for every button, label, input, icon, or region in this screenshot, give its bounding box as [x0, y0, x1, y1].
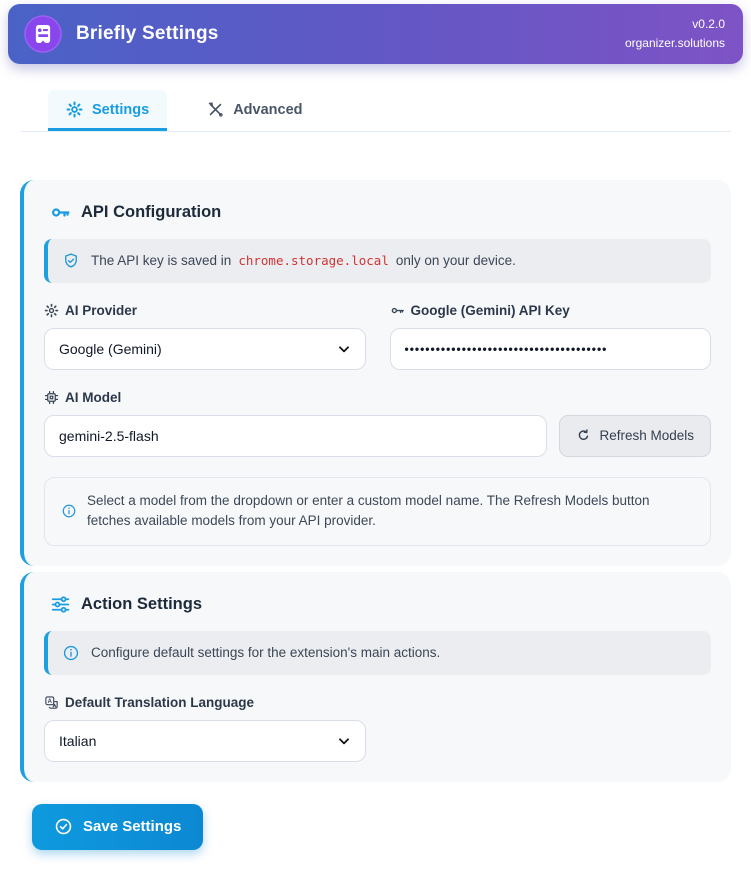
- api-key-input[interactable]: [390, 328, 712, 370]
- ai-provider-field: [44, 303, 366, 370]
- translation-language-value: Italian: [59, 732, 97, 749]
- action-settings-title: Action Settings: [81, 595, 203, 614]
- page-title: Briefly Settings: [76, 23, 219, 44]
- api-key-label: Google (Gemini) API Key: [390, 303, 712, 318]
- translation-language-select[interactable]: [44, 720, 366, 762]
- gear-icon: [44, 303, 59, 318]
- info-icon: [62, 644, 80, 662]
- chevron-down-icon: [337, 342, 351, 356]
- briefly-logo-icon: [24, 15, 62, 53]
- gear-icon: [66, 101, 83, 118]
- api-configuration-title: API Configuration: [81, 203, 222, 221]
- site-label: organizer.solutions: [624, 36, 725, 50]
- save-settings-label: Save Settings: [83, 818, 182, 836]
- ai-provider-label: AI Provider: [44, 303, 366, 318]
- refresh-models-button[interactable]: [559, 415, 711, 457]
- action-settings-notice: [44, 631, 711, 675]
- model-help-box: [44, 477, 711, 547]
- info-icon: [61, 503, 77, 519]
- tab-advanced-label: Advanced: [233, 101, 303, 118]
- refresh-models-label: Refresh Models: [599, 428, 694, 444]
- ai-provider-value: Google (Gemini): [59, 340, 162, 357]
- api-configuration-heading: [44, 200, 711, 223]
- key-small-icon: [390, 303, 405, 318]
- version-label: v0.2.0: [692, 17, 725, 32]
- model-help-text: Select a model from the dropdown or enter a custom model name. The Refresh Models button fetches available models from your API provider.: [87, 492, 650, 529]
- api-configuration-card: [20, 180, 731, 566]
- sliders-icon: [50, 594, 71, 615]
- shield-check-icon: [62, 252, 80, 270]
- translation-language-field: [44, 695, 711, 762]
- ai-model-field: [44, 390, 547, 457]
- key-icon: [50, 202, 71, 223]
- action-notice-text: Configure default settings for the extension's main actions.: [91, 645, 441, 661]
- notice-text: The API key is saved in chrome.storage.local only on your device.: [91, 253, 516, 268]
- ai-model-label: AI Model: [44, 390, 547, 405]
- tab-advanced[interactable]: [189, 90, 320, 131]
- tabbar: [20, 90, 731, 132]
- action-settings-heading: [44, 592, 711, 615]
- check-circle-icon: [54, 817, 73, 836]
- app-header: [8, 4, 743, 64]
- translation-language-label: A Default Translation Language: [44, 695, 711, 710]
- ai-provider-select[interactable]: [44, 328, 366, 370]
- tab-settings[interactable]: [48, 90, 167, 131]
- chip-icon: [44, 390, 59, 405]
- svg-text:A: A: [47, 698, 52, 705]
- storage-code: chrome.storage.local: [238, 253, 389, 268]
- save-settings-button[interactable]: [32, 804, 203, 850]
- api-key-field-group: [390, 303, 712, 370]
- translate-icon: [44, 695, 59, 710]
- refresh-icon: [576, 428, 591, 443]
- chevron-down-icon: [337, 734, 351, 748]
- tools-icon: [207, 101, 224, 118]
- tab-settings-label: Settings: [92, 101, 150, 118]
- action-settings-card: [20, 572, 731, 782]
- api-key-storage-notice: [44, 239, 711, 283]
- ai-model-input[interactable]: [44, 415, 547, 457]
